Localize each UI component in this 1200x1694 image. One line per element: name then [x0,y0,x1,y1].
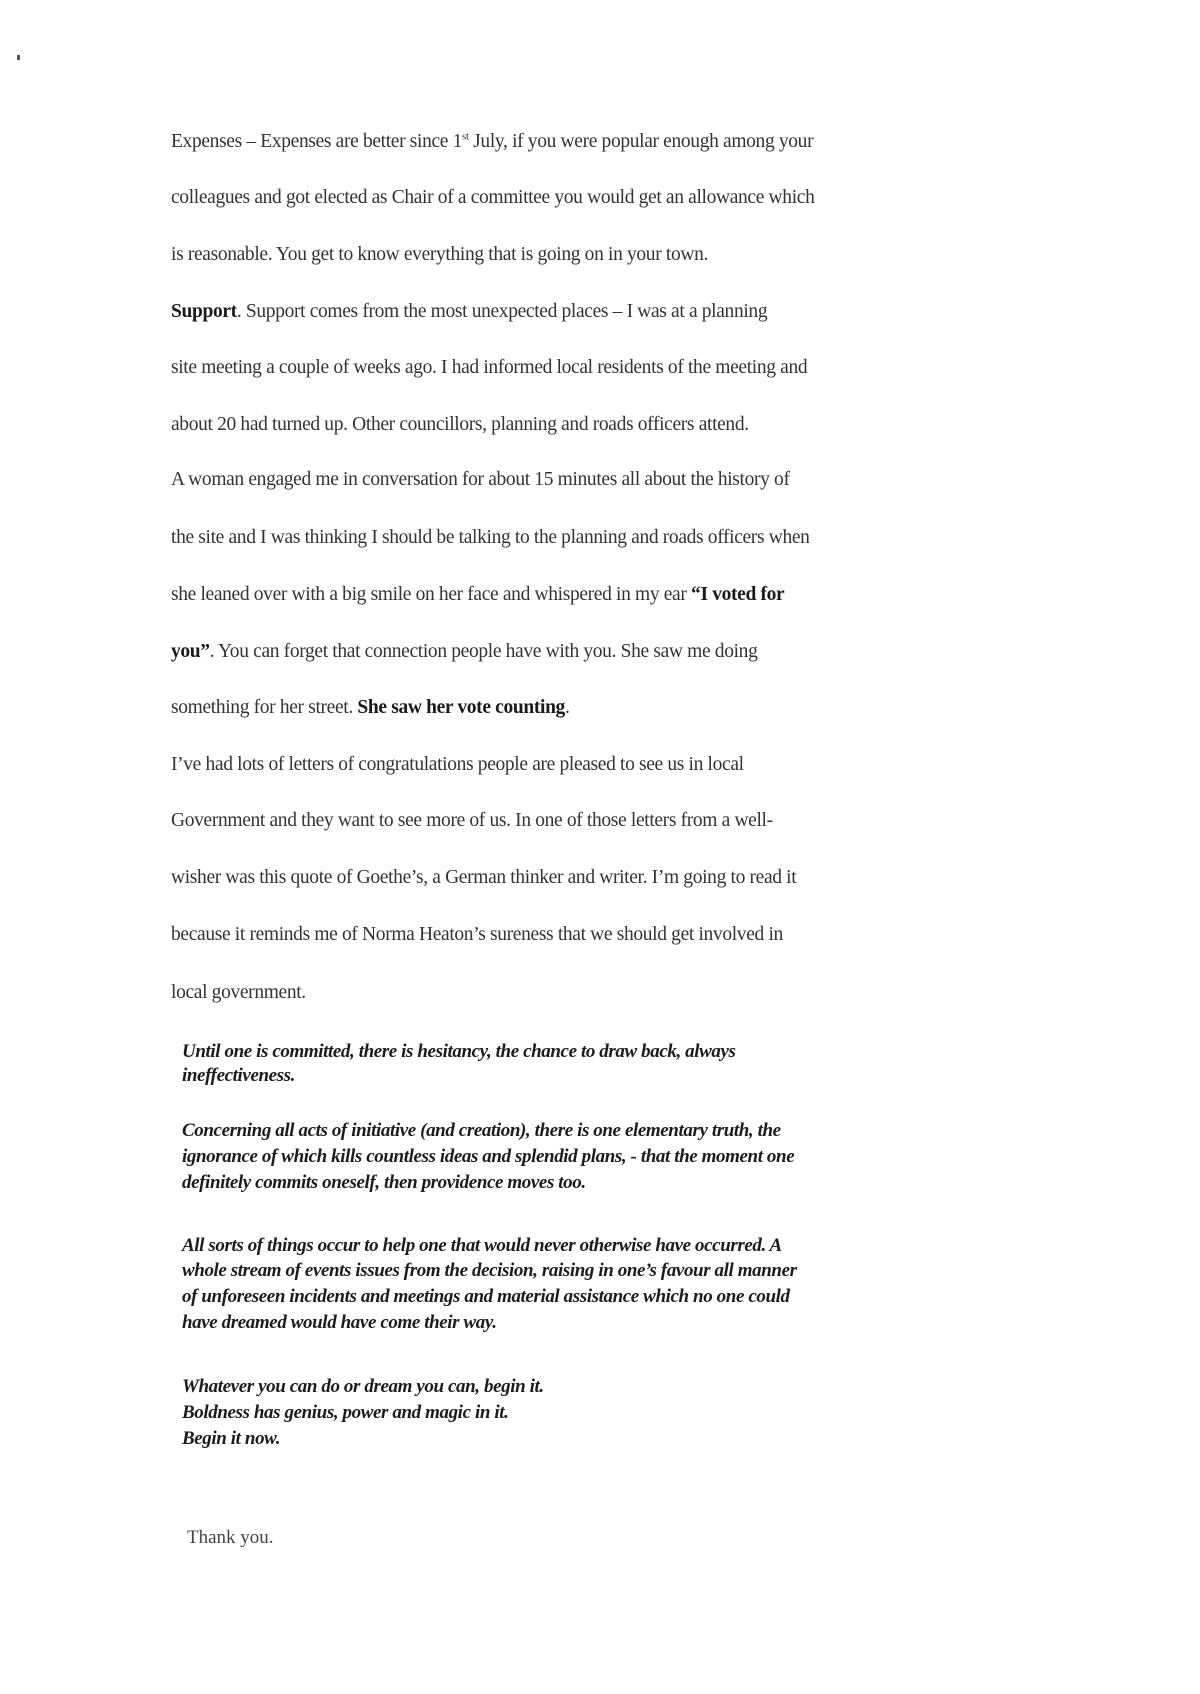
text: . Support comes from the most unexpected places – I was at a planning [236,301,768,322]
support-line-7 [171,640,757,664]
text: July, if you were popular enough among your [468,131,814,152]
quote-bold: “I voted for [691,584,785,605]
quote-stanza-2-line-2: ignorance of which kills countless ideas and splendid plans, - that the moment one [182,1146,795,1167]
letters-line-1: I’ve had lots of letters of congratulations people are pleased to see us in local [171,754,744,775]
quote-stanza-4-line-3: Begin it now. [182,1428,281,1449]
text: something for her street. [171,697,358,718]
quote-stanza-1-line-2: ineffectiveness. [182,1065,296,1086]
quote-bold: you” [171,641,210,662]
quote-stanza-4-line-2: Boldness has genius, power and magic in it. [182,1402,509,1423]
quote-stanza-2-line-1: Concerning all acts of initiative (and creation), there is one elementary truth, the [182,1120,781,1141]
support-line-8 [171,696,570,720]
quote-stanza-2-line-3: definitely commits oneself, then providence moves too. [182,1172,586,1193]
letters-line-2: Government and they want to see more of us. In one of those letters from a well- [171,810,773,831]
quote-stanza-1-line-1: Until one is committed, there is hesitancy, the chance to draw back, always [182,1041,736,1062]
support-line-2: site meeting a couple of weeks ago. I had informed local residents of the meeting and [171,357,808,378]
quote-stanza-3-line-3: of unforeseen incidents and meetings and material assistance which no one could [182,1286,790,1307]
quote-stanza-4-line-1: Whatever you can do or dream you can, begin it. [182,1376,544,1397]
text: she leaned over with a big smile on her face and whispered in my ear [171,584,692,605]
expenses-line-2: colleagues and got elected as Chair of a committee you would get an allowance which [171,187,815,208]
letters-line-3: wisher was this quote of Goethe’s, a German thinker and writer. I’m going to read it [171,867,797,888]
scan-mark [17,55,20,60]
support-line-4: A woman engaged me in conversation for about 15 minutes all about the history of [171,469,790,490]
support-line-5: the site and I was thinking I should be talking to the planning and roads officers when [171,527,810,548]
expenses-line-1 [171,130,813,154]
quote-stanza-3-line-1: All sorts of things occur to help one that would never otherwise have occurred. A [182,1235,782,1256]
text: . [564,697,570,718]
support-heading: Support [171,301,237,322]
ordinal-superscript: st [462,130,469,143]
support-line-1 [171,300,767,324]
support-line-6 [171,583,784,607]
text: . You can forget that connection people have with you. She saw me doing [209,641,758,662]
letters-line-5: local government. [171,982,306,1003]
support-line-3: about 20 had turned up. Other councillors, planning and roads officers attend. [171,414,749,435]
closing-line: Thank you. [187,1527,274,1548]
text: Expenses – Expenses are better since 1 [171,131,463,152]
emphasis-bold: She saw her vote counting [357,697,565,718]
expenses-line-3: is reasonable. You get to know everything that is going on in your town. [171,244,708,265]
quote-stanza-3-line-4: have dreamed would have come their way. [182,1312,497,1333]
letters-line-4: because it reminds me of Norma Heaton’s sureness that we should get involved in [171,924,783,945]
quote-stanza-3-line-2: whole stream of events issues from the decision, raising in one’s favour all manner [182,1260,797,1281]
